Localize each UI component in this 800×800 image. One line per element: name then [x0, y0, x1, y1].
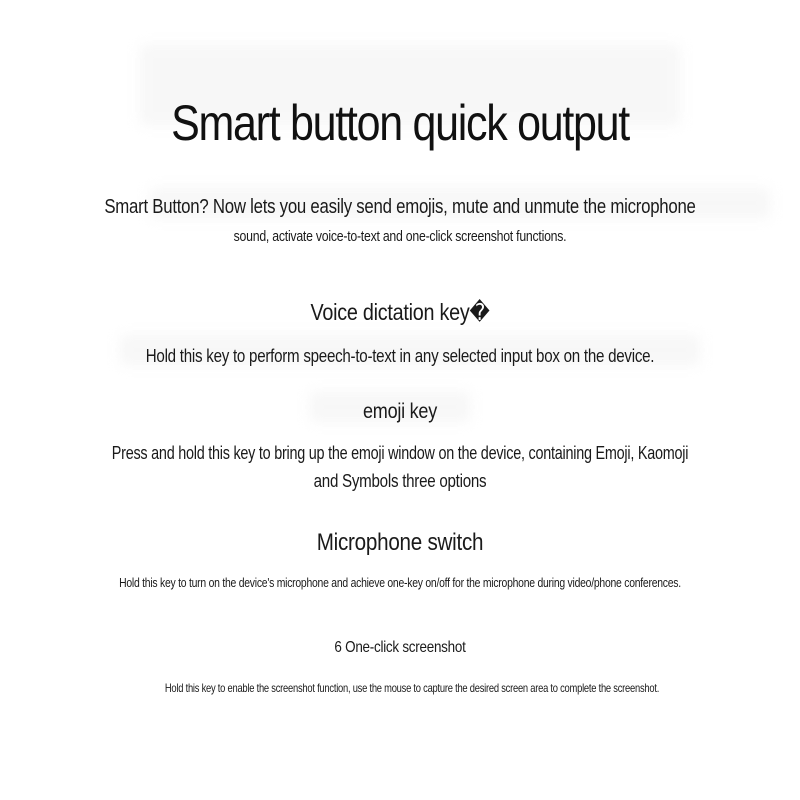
voice-dictation-heading: Voice dictation key�: [310, 299, 490, 325]
screenshot-heading: 6 One-click screenshot: [334, 639, 466, 656]
screenshot-description: Hold this key to enable the screenshot function, use the mouse to capture the desired screen area to complete the screenshot.: [164, 681, 660, 695]
emoji-key-description-line-1: Press and hold this key to bring up the emoji window on the device, containing Emoji, Kaomoji: [111, 443, 689, 463]
intro-line-1: Smart Button? Now lets you easily send emojis, mute and unmute the microphone: [104, 196, 696, 218]
emoji-key-description-line-2: and Symbols three options: [313, 471, 487, 491]
voice-dictation-description: Hold this key to perform speech-to-text in any selected input box on the device.: [145, 346, 655, 366]
intro-line-2: sound, activate voice-to-text and one-click screenshot functions.: [233, 228, 567, 245]
microphone-switch-description: Hold this key to turn on the device's microphone and achieve one-key on/off for the microphone during video/phone conferences.: [119, 575, 681, 590]
microphone-switch-heading: Microphone switch: [316, 529, 484, 556]
page-title: Smart button quick output: [171, 94, 629, 151]
emoji-key-heading: emoji key: [363, 400, 437, 423]
